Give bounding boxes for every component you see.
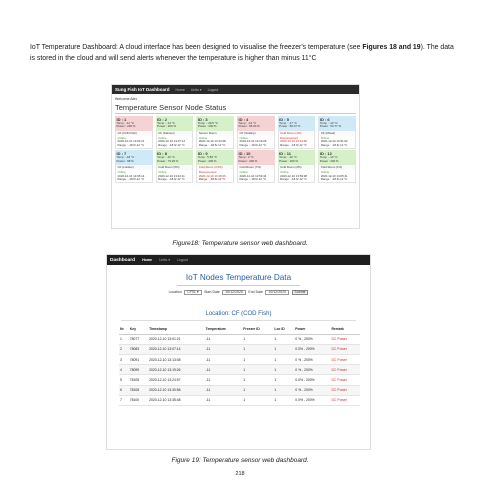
table-cell: 1 bbox=[273, 344, 294, 354]
table-cell: 1 bbox=[242, 365, 273, 375]
figure19-caption: Figure 19: Temperature sensor web dashboard. bbox=[171, 457, 309, 464]
navbar-brand[interactable]: Dashboard bbox=[110, 257, 136, 263]
sensor-card[interactable] bbox=[237, 116, 275, 149]
table-cell: 1 bbox=[242, 344, 273, 354]
table-row bbox=[119, 355, 360, 365]
table-cell: 2020-12-10 13:13:08 bbox=[148, 355, 205, 365]
table-cell: 2020-12-10 13:24:57 bbox=[148, 375, 205, 385]
sensor-card-footer bbox=[237, 170, 275, 183]
sensor-timestamp: 2020-12-10 23:44:50 bbox=[280, 139, 307, 144]
table-cell: DC Power bbox=[330, 355, 360, 365]
sensor-range: Range : -18.6/-12 °C bbox=[320, 142, 348, 147]
table-header-row bbox=[119, 325, 360, 335]
table-cell: DC Power bbox=[330, 375, 360, 385]
nav-home-link[interactable]: Home bbox=[142, 258, 153, 262]
sensor-power: Power : 73.29 % bbox=[157, 158, 179, 163]
table-cell: 1 bbox=[242, 385, 273, 395]
table-cell: 2020-12-10 13:30:56 bbox=[148, 385, 205, 395]
start-date-label: Start Date bbox=[204, 290, 220, 295]
sensor-range: Range : -18.6/-12 °C bbox=[117, 177, 145, 182]
table-cell: 1 bbox=[273, 385, 294, 395]
intro-text-b: ). The data is stored in the cloud and will send alerts whenever the temperature is higher than minus 11°C bbox=[30, 44, 454, 62]
sensor-card[interactable] bbox=[278, 150, 316, 183]
nav-home-link[interactable]: Home bbox=[175, 87, 185, 92]
sensor-temperature: Temp : 2 °C bbox=[238, 155, 254, 159]
sensor-card-header bbox=[196, 150, 234, 165]
sensor-temperature: Temp : -11 °C bbox=[116, 120, 134, 125]
table-cell: 5 bbox=[119, 375, 129, 385]
table-cell: 3 bbox=[119, 355, 129, 365]
sensor-card-header bbox=[237, 116, 275, 131]
sensor-range: Range : -18.6/-12 °C bbox=[280, 177, 307, 182]
welcome-text: Welcome Alex bbox=[115, 97, 138, 101]
sensor-timestamp: 2020-12-10 13:42:11 bbox=[158, 173, 185, 178]
sensor-power: Power : 200 % bbox=[116, 124, 136, 129]
table-cell: 0 % - 200% bbox=[294, 365, 330, 375]
table-row bbox=[119, 395, 360, 405]
sensor-status: Online bbox=[239, 135, 248, 140]
sensor-temperature: Temp : -13 °C bbox=[319, 155, 338, 159]
table-cell: 78091 bbox=[129, 355, 148, 365]
table-cell: -11 bbox=[205, 365, 243, 375]
table-cell: -11 bbox=[205, 385, 243, 395]
sensor-temperature: Temp : -17 °C bbox=[279, 120, 297, 125]
sensor-card-footer bbox=[278, 136, 316, 149]
sensor-card[interactable] bbox=[115, 150, 153, 183]
sensor-card-footer bbox=[318, 136, 356, 149]
temperature-table bbox=[119, 325, 360, 407]
nav-logout-link[interactable]: Logout bbox=[207, 87, 219, 92]
sensor-range: Range : -18.6/-12 °C bbox=[158, 142, 185, 147]
sensor-card-header bbox=[115, 116, 153, 131]
sensor-temperature: Temp : -16 °C bbox=[157, 155, 175, 159]
sensor-card-footer bbox=[156, 170, 194, 183]
sensor-location: Cold Room (7%) bbox=[237, 165, 275, 170]
sensor-range: Range : -18.6/-12 °C bbox=[158, 177, 185, 182]
sensor-id: ID : 10 bbox=[238, 151, 251, 156]
sensor-location: CF (COD Fish) bbox=[115, 131, 153, 136]
table-cell: 2020-12-10 13:19:26 bbox=[148, 365, 205, 375]
end-date-input[interactable]: 10/12/2020 bbox=[265, 290, 289, 296]
table-cell: 2020-12-10 13:07:14 bbox=[148, 344, 205, 354]
sensor-power: Power : 200 % bbox=[279, 158, 298, 163]
sensor-status: Online bbox=[158, 170, 167, 174]
sensor-card-header bbox=[156, 116, 194, 131]
column-header: Timestamp bbox=[148, 325, 205, 335]
nav-logout-link[interactable]: Logout bbox=[177, 258, 189, 262]
sensor-card-header bbox=[237, 150, 275, 165]
sensor-location: Sensor Room bbox=[196, 131, 234, 136]
sensor-card-header bbox=[318, 116, 356, 131]
sensor-id: ID : 2 bbox=[157, 116, 167, 122]
sensor-status: Online bbox=[280, 170, 289, 174]
title-divider bbox=[177, 285, 300, 286]
table-cell: 2 bbox=[119, 344, 129, 354]
sensor-status-title: Temperature Sensor Node Status bbox=[115, 103, 227, 112]
table-cell: -11 bbox=[205, 355, 243, 365]
temperature-data-title: IoT Nodes Temperature Data bbox=[185, 273, 292, 282]
sensor-card-footer bbox=[115, 136, 153, 149]
sensor-range: Range : -18.6/-12 °C bbox=[320, 177, 348, 182]
sensor-power: Power : 200 % bbox=[157, 124, 176, 129]
sensor-range: Range : -18.6/-12 °C bbox=[198, 142, 226, 147]
sensor-card-footer bbox=[318, 170, 356, 183]
table-cell: 1 bbox=[242, 334, 273, 344]
location-label: Location bbox=[168, 290, 182, 295]
table-cell: 78083 bbox=[129, 344, 148, 354]
sensor-id: ID : 9 bbox=[197, 151, 208, 156]
sensor-location: CF (Lobster) bbox=[115, 165, 153, 170]
sensor-id: ID : 11 bbox=[279, 151, 291, 156]
table-cell: -11 bbox=[205, 344, 243, 354]
table-cell: -11 bbox=[205, 395, 243, 405]
figure18-caption: Figure18: Temperature sensor web dashboard. bbox=[172, 240, 308, 247]
location-select[interactable]: CF01 ▾ bbox=[184, 290, 201, 296]
table-cell: 4 bbox=[119, 365, 129, 375]
sensor-card-footer bbox=[196, 170, 234, 183]
sensor-card[interactable] bbox=[196, 150, 234, 183]
sensor-card[interactable] bbox=[318, 150, 356, 183]
sensor-timestamp: 2020-12-10 13:19:26 bbox=[239, 139, 267, 144]
table-cell: 7 bbox=[119, 395, 129, 405]
sensor-location: Cold Room (1%) bbox=[318, 165, 356, 170]
table-cell: 1 bbox=[242, 395, 273, 405]
dashboard-navbar bbox=[107, 255, 370, 265]
figure19-screenshot bbox=[106, 254, 371, 450]
sensor-location: Cold Room (2%) bbox=[278, 165, 316, 170]
table-cell: 1 bbox=[119, 334, 129, 344]
sensor-location: CF (Salmon) bbox=[156, 131, 194, 136]
sensor-status: Online bbox=[117, 135, 126, 140]
table-cell: DC Power bbox=[330, 365, 360, 375]
table-cell: 0.0% - 200% bbox=[294, 375, 330, 385]
end-date-label: End Date bbox=[248, 290, 263, 295]
table-cell: 1 bbox=[242, 375, 273, 385]
column-header: Key bbox=[129, 325, 148, 335]
sensor-card-footer bbox=[278, 170, 316, 183]
table-body bbox=[119, 334, 360, 405]
sensor-card-header bbox=[115, 150, 153, 165]
sensor-card[interactable] bbox=[115, 116, 153, 149]
sensor-timestamp: 2020-12-10 13:07:14 bbox=[158, 139, 185, 144]
table-cell: DC Power bbox=[330, 334, 360, 344]
sensor-timestamp: 2020-12-10 13:48:06 bbox=[198, 173, 226, 178]
column-header: Power bbox=[294, 325, 330, 335]
location-divider bbox=[121, 320, 356, 321]
sensor-id: ID : 7 bbox=[116, 151, 127, 156]
sensor-location: CF (Scallop) bbox=[237, 131, 275, 136]
table-cell: 2020-12-10 13:01:21 bbox=[148, 334, 205, 344]
table-cell: 0.0% - 200% bbox=[294, 395, 330, 405]
table-cell: 78099 bbox=[129, 365, 148, 375]
sensor-card-header bbox=[278, 116, 316, 131]
sensor-status: Disconnected bbox=[280, 135, 298, 140]
table-cell: 78108 bbox=[129, 385, 148, 395]
table-cell: DC Power bbox=[330, 385, 360, 395]
table-row bbox=[119, 334, 360, 344]
sensor-id: ID : 3 bbox=[197, 116, 208, 122]
figure-reference: Figures 18 and 19 bbox=[362, 44, 421, 51]
sensor-timestamp: 2020-12-10 13:53:44 bbox=[239, 173, 267, 178]
sensor-temperature: Temp : -29.5 °C bbox=[197, 120, 218, 125]
sensor-timestamp: 2020-12-10 13:31:02 bbox=[320, 139, 348, 144]
sensor-timestamp: 2020-12-10 13:13:08 bbox=[198, 139, 226, 144]
sensor-power: Power : 98 % bbox=[116, 158, 134, 163]
table-cell: 0 % - 200% bbox=[294, 385, 330, 395]
sensor-timestamp: 2020-12-10 13:59:38 bbox=[280, 173, 307, 178]
sensor-temperature: Temp : 5.83 °C bbox=[197, 155, 217, 159]
sensor-status: Online bbox=[320, 170, 330, 174]
sensor-location: CF (Mixed) bbox=[318, 131, 356, 136]
intro-paragraph bbox=[30, 43, 456, 64]
sensor-power: Power : 200 % bbox=[319, 158, 339, 163]
sensor-range: Range : -18.6/-12 °C bbox=[280, 142, 307, 147]
table-cell: 78105 bbox=[129, 375, 148, 385]
start-date-input[interactable]: 10/12/2020 bbox=[222, 290, 246, 296]
table-cell: -11 bbox=[205, 375, 243, 385]
sensor-temperature: Temp : -13 °C bbox=[319, 120, 338, 125]
figure18-screenshot bbox=[111, 84, 360, 229]
sensor-card-footer bbox=[156, 136, 194, 149]
sensor-timestamp: 2020-12-10 13:01:21 bbox=[117, 139, 145, 144]
page-number: 218 bbox=[235, 471, 245, 477]
sensor-range: Range : -18.6/-12 °C bbox=[117, 142, 145, 147]
table-cell: -11 bbox=[205, 334, 243, 344]
sensor-id: ID : 8 bbox=[157, 151, 167, 156]
nav-units-dropdown[interactable]: Units ▾ bbox=[190, 87, 202, 92]
sensor-location: Cold Room (1%) bbox=[278, 131, 316, 136]
sensor-card-footer bbox=[237, 136, 275, 149]
submit-button[interactable]: Submit bbox=[292, 290, 309, 296]
sensor-card-footer bbox=[115, 170, 153, 183]
intro-text-a: IoT Temperature Dashboard: A cloud interface has been designed to visualise the freezer's temperature (see bbox=[30, 44, 363, 51]
sensor-temperature: Temp : -16 °C bbox=[279, 155, 297, 159]
location-heading: Location: CF (COD Fish) bbox=[205, 311, 272, 317]
sensor-id: ID : 5 bbox=[279, 116, 289, 122]
sensor-status: Online bbox=[117, 170, 126, 174]
sensor-card-grid bbox=[112, 116, 359, 184]
navbar-brand[interactable]: Sung Fish IoT Dashboard bbox=[115, 87, 170, 92]
sensor-card-header bbox=[318, 150, 356, 165]
sensor-timestamp: 2020-12-10 13:36:14 bbox=[117, 173, 145, 178]
dashboard-navbar bbox=[112, 85, 359, 94]
sensor-card[interactable] bbox=[156, 150, 194, 183]
table-cell: 6 bbox=[119, 385, 129, 395]
table-cell: DC Power bbox=[330, 344, 360, 354]
sensor-card[interactable] bbox=[318, 116, 356, 149]
table-cell: 1 bbox=[273, 334, 294, 344]
table-cell: 0.0% - 200% bbox=[294, 344, 330, 354]
filter-bar bbox=[107, 290, 370, 296]
table-cell: 1 bbox=[273, 355, 294, 365]
sensor-status: Online bbox=[158, 135, 167, 140]
sensor-id: ID : 6 bbox=[319, 116, 330, 122]
sensor-range: Range : -18.6/-12 °C bbox=[239, 177, 267, 182]
column-header: Freezer ID bbox=[242, 325, 273, 335]
column-header: Remark bbox=[330, 325, 360, 335]
sensor-temperature: Temp : -13 °C bbox=[157, 120, 175, 125]
sensor-card-header bbox=[278, 150, 316, 165]
sensor-temperature: Temp : -13 °C bbox=[238, 120, 257, 125]
sensor-id: ID : 12 bbox=[319, 151, 332, 156]
sensor-card-header bbox=[196, 116, 234, 131]
sensor-card-header bbox=[156, 150, 194, 165]
sensor-status: Online bbox=[320, 135, 330, 140]
column-header: Nr bbox=[119, 325, 129, 335]
table-cell: 2020-12-10 13:35:48 bbox=[148, 395, 205, 405]
sensor-status: Online bbox=[239, 170, 248, 174]
sensor-location: Cold Room (4.5%) bbox=[196, 165, 234, 170]
table-row bbox=[119, 365, 360, 375]
sensor-card[interactable] bbox=[278, 116, 316, 149]
sensor-power: Power : 200 % bbox=[197, 158, 217, 163]
table-row bbox=[119, 385, 360, 395]
table-cell: 0 % - 200% bbox=[294, 355, 330, 365]
table-cell: 1 bbox=[273, 365, 294, 375]
sensor-id: ID : 4 bbox=[238, 116, 249, 122]
table-row bbox=[119, 375, 360, 385]
sensor-power: Power : 80.07 % bbox=[279, 124, 301, 129]
table-row bbox=[119, 344, 360, 354]
sensor-range: Range : -18.6/-12 °C bbox=[239, 142, 267, 147]
table-cell: DC Power bbox=[330, 395, 360, 405]
column-header: Loc ID bbox=[273, 325, 294, 335]
sensor-card[interactable] bbox=[196, 116, 234, 149]
sensor-power: Power : 200 % bbox=[238, 158, 258, 163]
table-cell: 1 bbox=[273, 395, 294, 405]
sensor-status: Disconnected bbox=[198, 170, 217, 174]
table-cell: 1 bbox=[242, 355, 273, 365]
sensor-card-footer bbox=[196, 136, 234, 149]
title-divider bbox=[115, 113, 356, 114]
sensor-power: Power : 200 % bbox=[197, 124, 217, 129]
table-cell: 0 % - 200% bbox=[294, 334, 330, 344]
sensor-location: Cold Room (5%) bbox=[156, 165, 194, 170]
sensor-power: Power : 53.77 % bbox=[319, 124, 342, 129]
sensor-id: ID : 1 bbox=[116, 116, 127, 122]
sensor-card[interactable] bbox=[156, 116, 194, 149]
sensor-status: Online bbox=[198, 135, 208, 140]
sensor-range: Range : -18.6/-12 °C bbox=[198, 177, 226, 182]
table-cell: 78077 bbox=[129, 334, 148, 344]
nav-units-dropdown[interactable]: Units ▾ bbox=[159, 258, 171, 262]
sensor-timestamp: 2020-12-10 14:05:41 bbox=[320, 173, 348, 178]
sensor-card[interactable] bbox=[237, 150, 275, 183]
table-cell: 1 bbox=[273, 375, 294, 385]
sensor-power: Power : 95.00 % bbox=[238, 124, 260, 129]
table-cell: 78100 bbox=[129, 395, 148, 405]
column-header: Temperature bbox=[205, 325, 243, 335]
sensor-temperature: Temp : -18 °C bbox=[116, 155, 135, 159]
